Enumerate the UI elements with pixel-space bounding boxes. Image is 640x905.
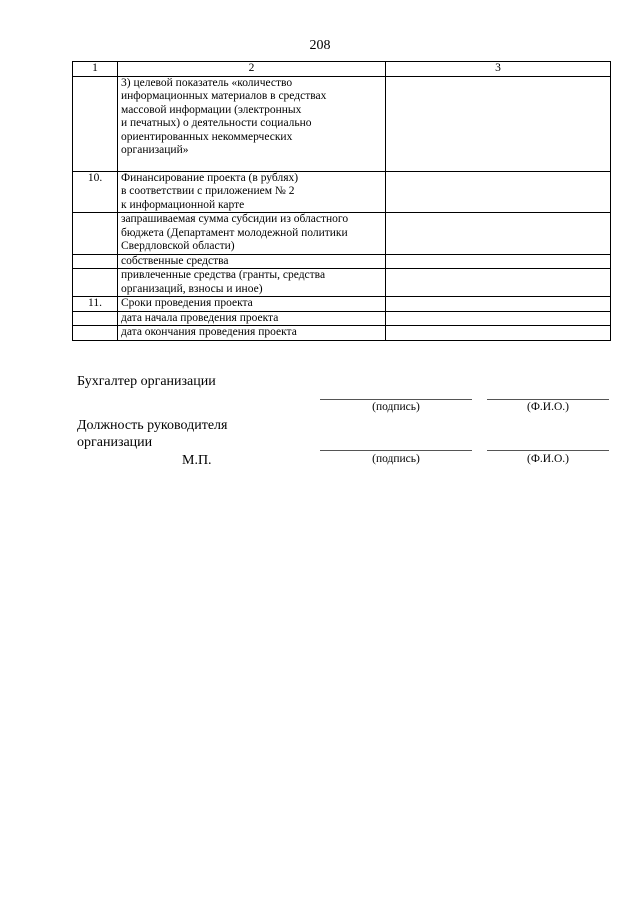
table-header-row	[73, 62, 611, 77]
row-number	[73, 311, 118, 326]
row-description: дата окончания проведения проекта	[118, 326, 386, 341]
row-number	[73, 269, 118, 297]
stamp-label: М.П.	[182, 453, 212, 468]
row-number: 11.	[73, 297, 118, 312]
accountant-signature-line[interactable]	[320, 399, 472, 400]
accountant-signature-caption: (подпись)	[372, 401, 420, 413]
row-description: собственные средства	[118, 254, 386, 269]
header-col-1: 1	[73, 62, 118, 77]
row-number	[73, 254, 118, 269]
project-info-table	[72, 61, 611, 341]
table-row	[73, 171, 611, 213]
row-description: привлеченные средства (гранты, средства организаций, взносы и иное)	[118, 269, 386, 297]
row-value-cell[interactable]	[386, 269, 611, 297]
head-name-line[interactable]	[487, 450, 609, 451]
table-row	[73, 213, 611, 255]
row-value-cell[interactable]	[386, 326, 611, 341]
table-row	[73, 297, 611, 312]
table-row	[73, 269, 611, 297]
head-signature-line[interactable]	[320, 450, 472, 451]
row-number	[73, 326, 118, 341]
row-number	[73, 213, 118, 255]
row-number: 10.	[73, 171, 118, 213]
row-description: Сроки проведения проекта	[118, 297, 386, 312]
row-value-cell[interactable]	[386, 311, 611, 326]
head-name-caption: (Ф.И.О.)	[527, 453, 569, 465]
row-value-cell[interactable]	[386, 254, 611, 269]
row-value-cell[interactable]	[386, 297, 611, 312]
header-col-2: 2	[118, 62, 386, 77]
page-number: 208	[309, 38, 331, 53]
row-value-cell[interactable]	[386, 171, 611, 213]
table-row	[73, 311, 611, 326]
row-number	[73, 76, 118, 171]
accountant-name-caption: (Ф.И.О.)	[527, 401, 569, 413]
table-row	[73, 76, 611, 171]
row-description: 3) целевой показатель «количество информационных материалов в средствах массовой информации (электронных и печатных) о деятельности социально ориентированных некоммерческих организаций»	[118, 76, 386, 171]
head-signature-caption: (подпись)	[372, 453, 420, 465]
table-row	[73, 326, 611, 341]
row-value-cell[interactable]	[386, 76, 611, 171]
head-label-line1: Должность руководителя	[77, 418, 228, 433]
accountant-label: Бухгалтер организации	[77, 374, 216, 389]
header-col-3: 3	[386, 62, 611, 77]
row-value-cell[interactable]	[386, 213, 611, 255]
head-label-line2: организации	[77, 435, 153, 450]
table-row	[73, 254, 611, 269]
row-description: Финансирование проекта (в рублях) в соответствии с приложением № 2 к информационной карте	[118, 171, 386, 213]
accountant-name-line[interactable]	[487, 399, 609, 400]
row-description: дата начала проведения проекта	[118, 311, 386, 326]
row-description: запрашиваемая сумма субсидии из областного бюджета (Департамент молодежной политики Свердловской области)	[118, 213, 386, 255]
